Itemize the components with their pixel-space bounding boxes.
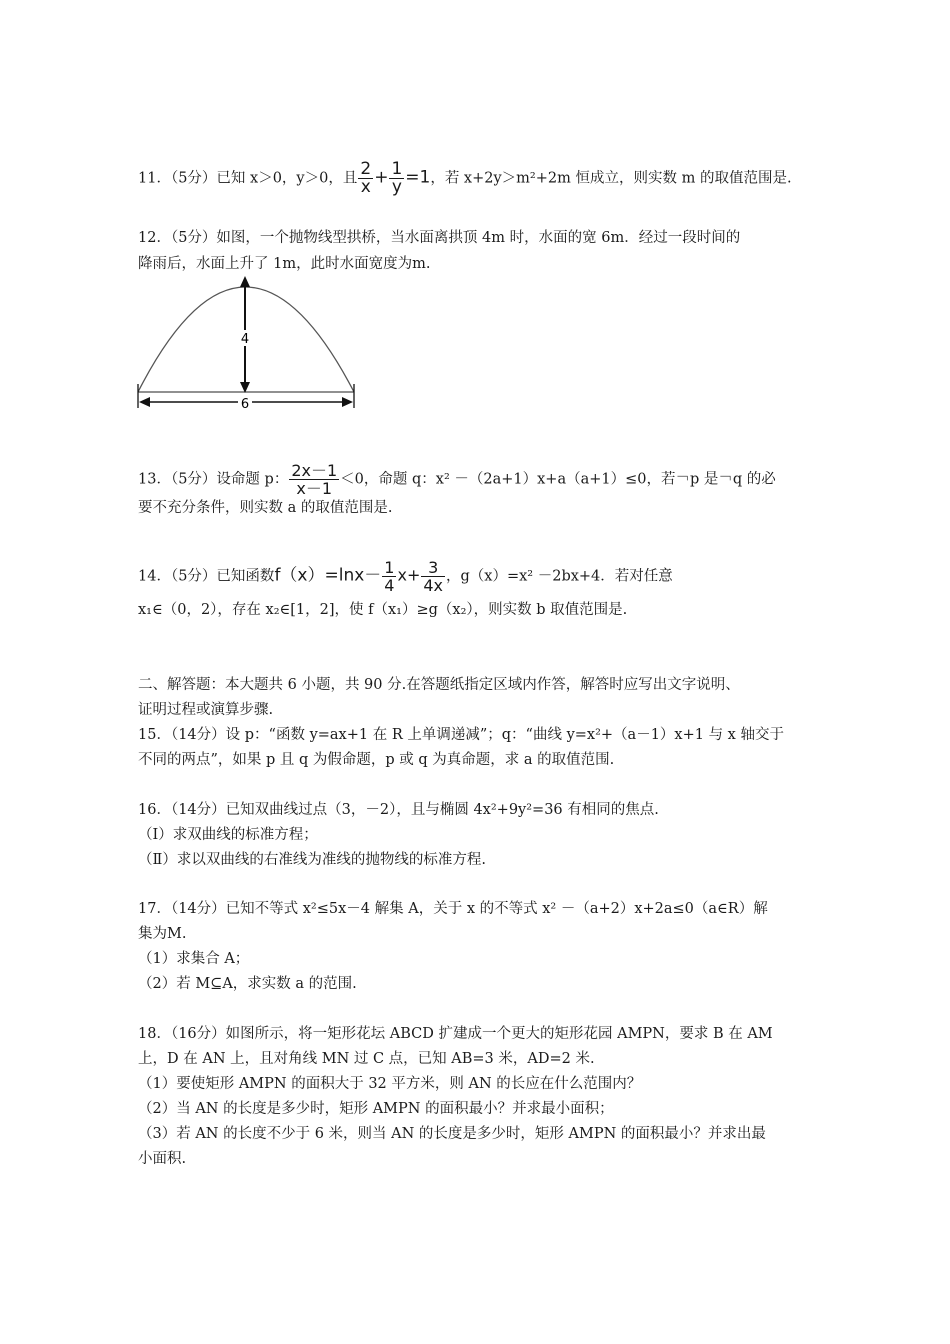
parabola-arch-figure: [132, 272, 364, 414]
arch-height-label: 4: [240, 332, 250, 347]
q14-function: f（x）=lnx－: [274, 565, 382, 586]
q13-text-pre: 13．（5分）设命题 p：: [138, 471, 289, 488]
question-17-line-2: 集为M.: [138, 926, 187, 942]
q14-fraction-3-over-4x: $\frac{3}{4x}$: [423, 558, 444, 595]
question-18-line-1: 18．（16分）如图所示，将一矩形花坛 ABCD 扩建成一个更大的矩形花园 AMPN，要求 B 在 AM: [138, 1026, 773, 1042]
q11-fraction-1-over-y: $\frac{1}{y}$: [391, 159, 403, 197]
question-13-line-1: [138, 462, 776, 497]
q13-text-post: ＜0，命题 q：x² －（2a+1）x+a（a+1）≤0，若￢p 是￢q 的必: [340, 471, 776, 488]
question-16-line-2: （Ⅰ）求双曲线的标准方程；: [138, 827, 318, 843]
question-18-line-4: （2）当 AN 的长度是多少时，矩形 AMPN 的面积最小？并求最小面积；: [138, 1101, 614, 1117]
q14-mid: x+: [397, 565, 421, 585]
question-18-line-5: （3）若 AN 的长度不少于 6 米，则当 AN 的长度是多少时，矩形 AMPN 的面积最小？并求出最: [138, 1126, 766, 1142]
question-15-line-2: 不同的两点”，如果 p 且 q 为假命题，p 或 q 为真命题，求 a 的取值范围.: [138, 752, 615, 768]
question-17-line-3: （1）求集合 A；: [138, 951, 250, 967]
question-12-line-1: 12．（5分）如图，一个抛物线型拱桥，当水面离拱顶 4m 时，水面的宽 6m．经过一段时间的: [138, 230, 741, 246]
question-15-line-1: 15．（14分）设 p：“函数 y=ax+1 在 R 上单调递减”；q：“曲线 y=x²+（a－1）x+1 与 x 轴交于: [138, 727, 784, 743]
question-12-line-2: 降雨后，水面上升了 1m，此时水面宽度为m.: [138, 256, 431, 272]
question-18-line-2: 上，D 在 AN 上，且对角线 MN 过 C 点，已知 AB=3 米，AD=2 米.: [138, 1051, 595, 1067]
question-13-line-2: 要不充分条件，则实数 a 的取值范围是.: [138, 500, 393, 516]
q11-plus: +: [374, 167, 389, 188]
question-14-line-2: x₁∈（0，2），存在 x₂∈[1，2]，使 f（x₁）≥g（x₂），则实数 b 取值范围是.: [138, 602, 628, 618]
question-17-line-1: 17．（14分）已知不等式 x²≤5x－4 解集 A，关于 x 的不等式 x² －（a+2）x+2a≤0（a∈R）解: [138, 901, 768, 917]
q11-text-pre: 11．（5分）已知 x＞0，y＞0，且: [138, 170, 358, 187]
q14-text-pre: 14．（5分）已知函数: [138, 568, 275, 585]
q14-fraction-1-over-4: $\frac{1}{4}$: [384, 558, 395, 595]
question-17-line-4: （2）若 M⊆A，求实数 a 的范围.: [138, 976, 357, 992]
section-2-heading-line-1: 二、解答题：本大题共 6 小题，共 90 分.在答题纸指定区域内作答，解答时应写出文字说明、: [138, 677, 740, 693]
question-18-line-6: 小面积.: [138, 1151, 187, 1167]
question-18-line-3: （1）要使矩形 AMPN 的面积大于 32 平方米，则 AN 的长应在什么范围内？: [138, 1076, 642, 1092]
q11-equals: =1: [405, 167, 431, 188]
q11-text-post: ，若 x+2y＞m²+2m 恒成立，则实数 m 的取值范围是.: [430, 170, 792, 187]
question-11: [138, 161, 792, 196]
q11-fraction-2-over-x: $\frac{2}{x}$: [360, 159, 372, 197]
question-14-line-1: [138, 559, 673, 594]
q14-text-post: ，g（x）=x² －2bx+4．若对任意: [446, 568, 673, 585]
arch-width-label: 6: [240, 397, 250, 412]
section-2-heading-line-2: 证明过程或演算步骤.: [138, 702, 274, 718]
q13-fraction: $\frac{2x-1}{x-1}$: [291, 461, 338, 498]
question-16-line-1: 16．（14分）已知双曲线过点（3，－2），且与椭圆 4x²+9y²=36 有相同的焦点.: [138, 802, 659, 818]
question-16-line-3: （Ⅱ）求以双曲线的右准线为准线的抛物线的标准方程.: [138, 852, 486, 868]
